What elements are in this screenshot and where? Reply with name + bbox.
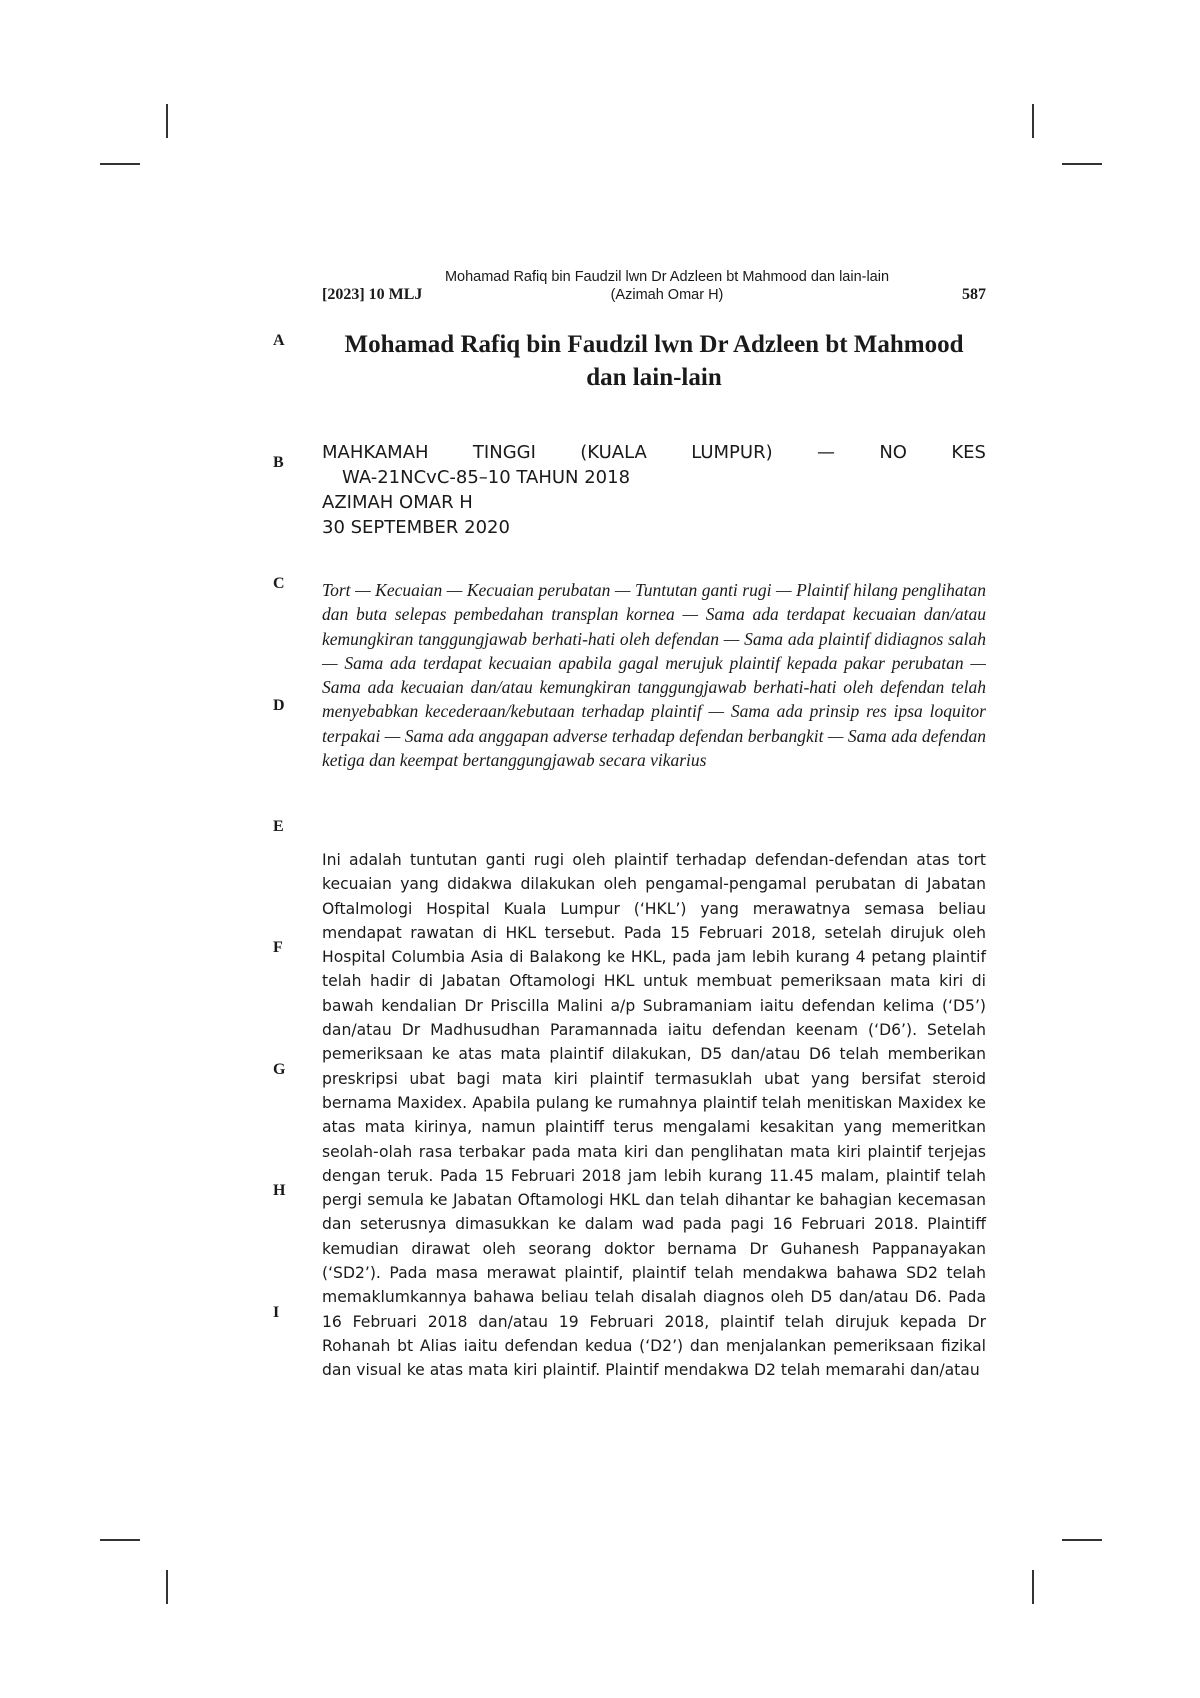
margin-letter-f: F — [273, 939, 283, 956]
running-header — [322, 268, 986, 308]
judgment-date: 30 SEPTEMBER 2020 — [322, 517, 510, 538]
catchwords: Tort — Kecuaian — Kecuaian perubatan — Tuntutan ganti rugi — Plaintif hilang penglihatan dan buta selepas pembedahan transplan kornea — Sama ada terdapat kecuaian dan/atau kemungkiran tanggungjawab berhati-hati oleh defendan — Sama ada plaintif didiagnos salah — Sama ada terdapat kecuaian apabila gagal merujuk plaintif kepada pakar perubatan — Sama ada kecuaian dan/atau kemungkiran tanggungjawab berhati-hati oleh defendan telah menyebabkan kecederaan/kebutaan terhadap plaintif — Sama ada prinsip res ipsa loquitor terpakai — Sama ada anggapan adverse terhadap defendan berbangkit — Sama ada defendan ketiga dan keempat bertanggungjawab secara vikarius — [322, 580, 986, 771]
court-word: MAHKAMAH — [322, 442, 429, 463]
case-number: WA-21NCvC-85–10 TAHUN 2018 — [342, 467, 631, 488]
crop-mark — [100, 1539, 140, 1541]
court-word: (KUALA — [580, 442, 647, 463]
crop-mark — [166, 104, 168, 138]
court-word: TINGGI — [472, 442, 536, 463]
crop-mark — [1062, 1539, 1102, 1541]
court-word: LUMPUR) — [691, 442, 773, 463]
margin-letter-c: C — [273, 575, 285, 592]
citation: [2023] 10 MLJ — [322, 286, 423, 303]
crop-mark — [1032, 1570, 1034, 1604]
case-title: Mohamad Rafiq bin Faudzil lwn Dr Adzleen bt Mahmood dan lain-lain — [344, 331, 964, 391]
crop-mark — [100, 163, 140, 165]
court-word: — — [816, 442, 835, 463]
crop-mark — [166, 1570, 168, 1604]
margin-letter-i: I — [273, 1304, 280, 1321]
running-title: Mohamad Rafiq bin Faudzil lwn Dr Adzleen bt Mahmood dan lain-lain (Azimah Omar H) — [444, 269, 890, 303]
margin-letter-e: E — [273, 818, 284, 835]
headnote-paragraph: Ini adalah tuntutan ganti rugi oleh plaintif terhadap defendan-defendan atas tort kecuaian yang didakwa dilakukan oleh pengamal-pengamal perubatan di Jabatan Oftalmologi Hospital Kuala Lumpur (‘HKL’) yang merawatnya semasa beliau mendapat rawatan di HKL tersebut. Pada 15 Februari 2018, setelah dirujuk oleh Hospital Columbia Asia di Balakong ke HKL, pada jam lebih kurang 4 petang plaintif telah hadir di Jabatan Oftamologi HKL untuk membuat pemeriksaan mata kiri di bawah kendalian Dr Priscilla Malini a/p Subramaniam iaitu defendan kelima (‘D5’) dan/atau Dr Madhusudhan Paramannada iaitu defendan keenam (‘D6’). Setelah pemeriksaan ke atas mata plaintif dilakukan, D5 dan/atau D6 telah memberikan preskripsi ubat bagi mata kiri plaintif termasuklah ubat yang bersifat steroid bernama Maxidex. Apabila pulang ke rumahnya plaintif telah menitiskan Maxidex ke atas mata kirinya, namun plaintiff terus mengalami kesakitan yang memeritkan seolah-olah rasa terbakar pada mata kiri dan penglihatan mata kiri plaintif terjejas dengan teruk. Pada 15 Februari 2018 jam lebih kurang 11.45 malam, plaintif telah pergi semula ke Jabatan Oftamologi HKL dan telah dihantar ke bahagian kecemasan dan seterusnya dimasukkan ke dalam wad pada pagi 16 Februari 2018. Plaintiff kemudian dirawat oleh seorang doktor bernama Dr Guhanesh Pappanayakan (‘SD2’). Pada masa merawat plaintif, plaintif telah mendakwa bahawa SD2 telah memaklumkannya bahawa beliau telah disalah diagnos oleh D5 dan/atau D6. Pada 16 Februari 2018 dan/atau 19 Februari 2018, plaintif telah dirujuk kepada Dr Rohanah bt Alias iaitu defendan kedua (‘D2’) dan menjalankan pemeriksaan fizikal dan visual ke atas mata kiri plaintif. Plaintif mendakwa D2 telah memarahi dan/atau — [322, 851, 986, 1380]
court-word: NO — [879, 442, 907, 463]
margin-letter-d: D — [273, 697, 285, 714]
margin-letter-b: B — [273, 454, 284, 471]
margin-letter-h: H — [273, 1182, 286, 1199]
crop-mark — [1062, 163, 1102, 165]
court-details — [322, 440, 986, 540]
margin-letter-a: A — [273, 332, 285, 349]
margin-letter-g: G — [273, 1061, 286, 1078]
court-name-line — [322, 440, 986, 465]
court-word: KES — [951, 442, 986, 463]
page-number: 587 — [962, 286, 986, 303]
judge-name: AZIMAH OMAR H — [322, 492, 473, 513]
crop-mark — [1032, 104, 1034, 138]
